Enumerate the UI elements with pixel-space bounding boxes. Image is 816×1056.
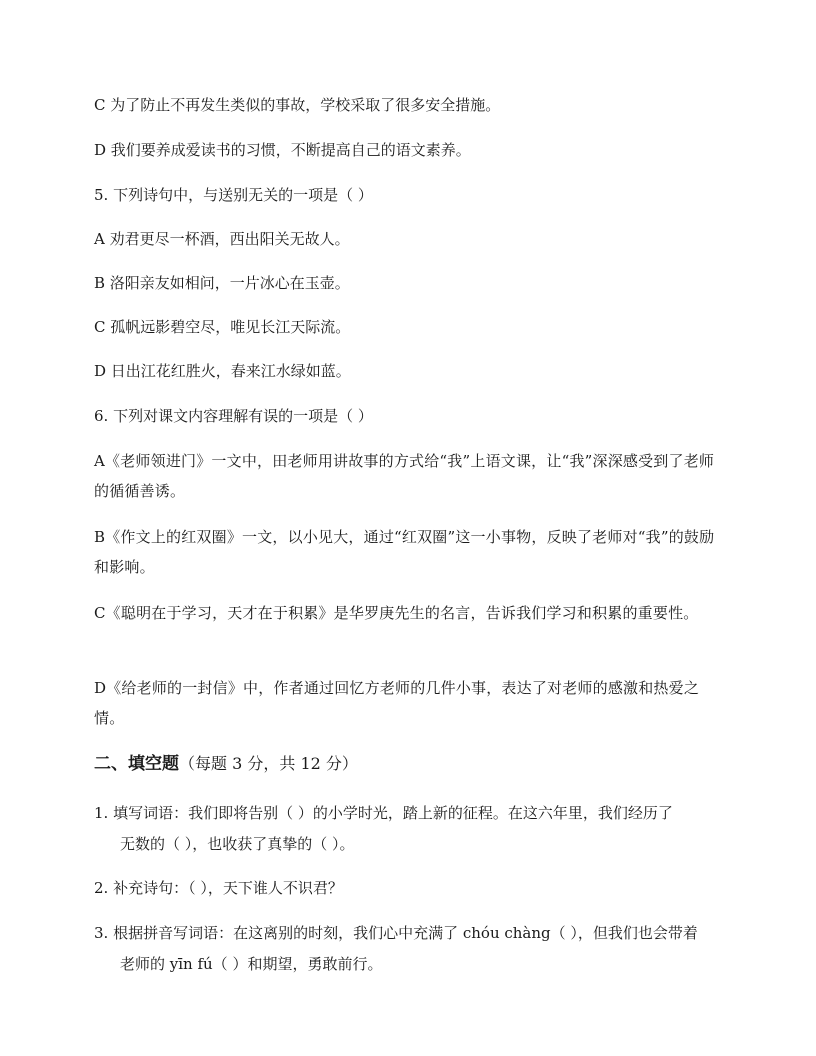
fill-item-1-cont: 无数的（ ），也收获了真挚的（ ）。: [120, 835, 355, 853]
fill-item-1: [94, 798, 724, 860]
q4-option-d: D 我们要养成爱读书的习惯，不断提高自己的语文素养。: [94, 141, 471, 159]
section-title: 二、填空题: [94, 754, 179, 774]
q4-option-c: C 为了防止不再发生类似的事故，学校采取了很多安全措施。: [94, 96, 501, 114]
q6-option-a: A《老师领进门》一文中，田老师用讲故事的方式给“我”上语文课，让“我”深深感受到了老师的循循善诱。: [94, 452, 715, 500]
q6-stem: 6. 下列对课文内容理解有误的一项是（ ）: [94, 407, 373, 425]
q5-option-c: C 孤帆远影碧空尽，唯见长江天际流。: [94, 318, 351, 336]
fill-item-2-first: 2. 补充诗句：（ ），天下谁人不识君？: [94, 879, 343, 897]
q5-option-a: A 劝君更尽一杯酒，西出阳关无故人。: [94, 230, 350, 248]
q5-stem: 5. 下列诗句中，与送别无关的一项是（ ）: [94, 186, 373, 204]
fill-item-1-first: 1. 填写词语：我们即将告别（ ）的小学时光，踏上新的征程。在这六年里，我们经历了: [94, 804, 673, 822]
q6-option-d: D《给老师的一封信》中，作者通过回忆方老师的几件小事，表达了对老师的感激和热爱之情。: [94, 679, 700, 727]
section-heading: [94, 752, 358, 776]
fill-item-2: [94, 873, 724, 904]
fill-item-3-first: 3. 根据拼音写词语：在这离别的时刻，我们心中充满了 chóu chàng（ ），但我们也会带着: [94, 924, 698, 942]
q6-option-c: C《聪明在于学习，天才在于积累》是华罗庚先生的名言，告诉我们学习和积累的重要性。: [94, 604, 699, 622]
section-note: （每题 3 分，共 12 分）: [179, 754, 358, 773]
q5-option-d: D 日出江花红胜火，春来江水绿如蓝。: [94, 362, 351, 380]
fill-item-3: [94, 918, 724, 980]
q6-option-b: B《作文上的红双圈》一文，以小见大，通过“红双圈”这一小事物，反映了老师对“我”的鼓励和影响。: [94, 528, 715, 576]
fill-item-3-cont: 老师的 yīn fú（ ）和期望，勇敢前行。: [120, 955, 383, 973]
q5-option-b: B 洛阳亲友如相问，一片冰心在玉壶。: [94, 274, 350, 292]
